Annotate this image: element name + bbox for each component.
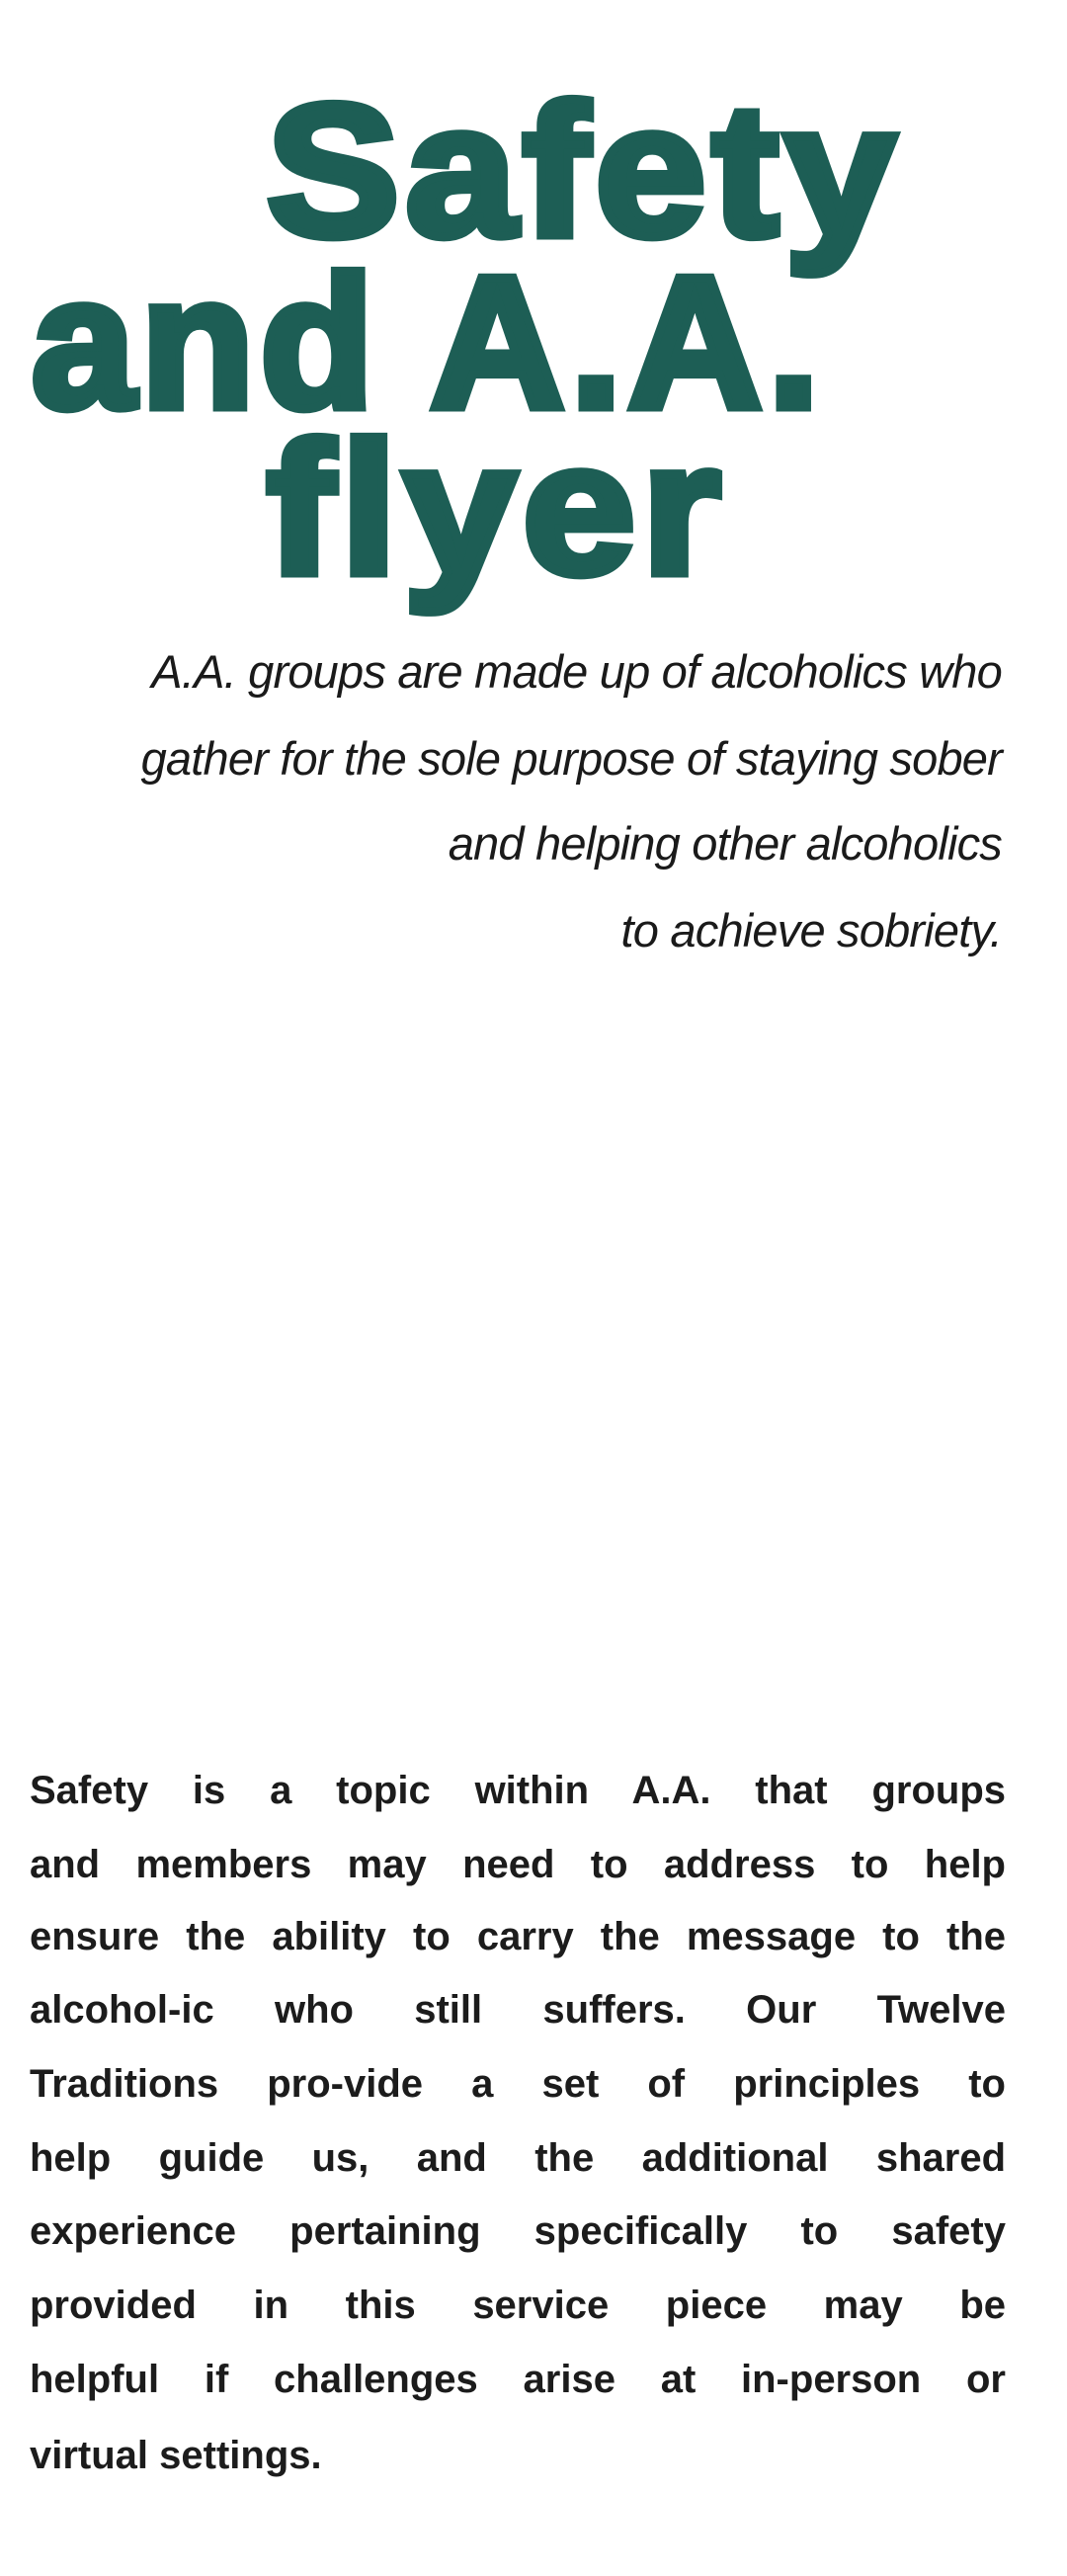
- body-line: help guide us, and the additional shared: [30, 2136, 1006, 2180]
- intro-line: to achieve sobriety.: [620, 904, 1002, 956]
- body-line: experience pertaining specifically to safety: [30, 2209, 1006, 2253]
- body-line: ensure the ability to carry the message to the: [30, 1915, 1006, 1958]
- body-line: virtual settings.: [30, 2434, 322, 2477]
- body-line: and members may need to address to help: [30, 1843, 1006, 1886]
- intro-line: and helping other alcoholics: [448, 817, 1002, 870]
- body-line: helpful if challenges arise at in-person or: [30, 2358, 1006, 2401]
- title-line-1: Safety: [267, 66, 902, 276]
- title-line-2: and A.A.: [32, 238, 826, 448]
- body-line: Safety is a topic within A.A. that groups: [30, 1769, 1006, 1812]
- intro-line: gather for the sole purpose of staying sober: [140, 732, 1002, 785]
- body-line: provided in this service piece may be: [30, 2284, 1006, 2327]
- title-line-3: flyer: [267, 404, 727, 614]
- body-line: Traditions pro-vide a set of principles to: [30, 2062, 1006, 2106]
- body-line: alcohol-ic who still suffers. Our Twelve: [30, 1988, 1006, 2032]
- intro-line: A.A. groups are made up of alcoholics who: [151, 645, 1002, 698]
